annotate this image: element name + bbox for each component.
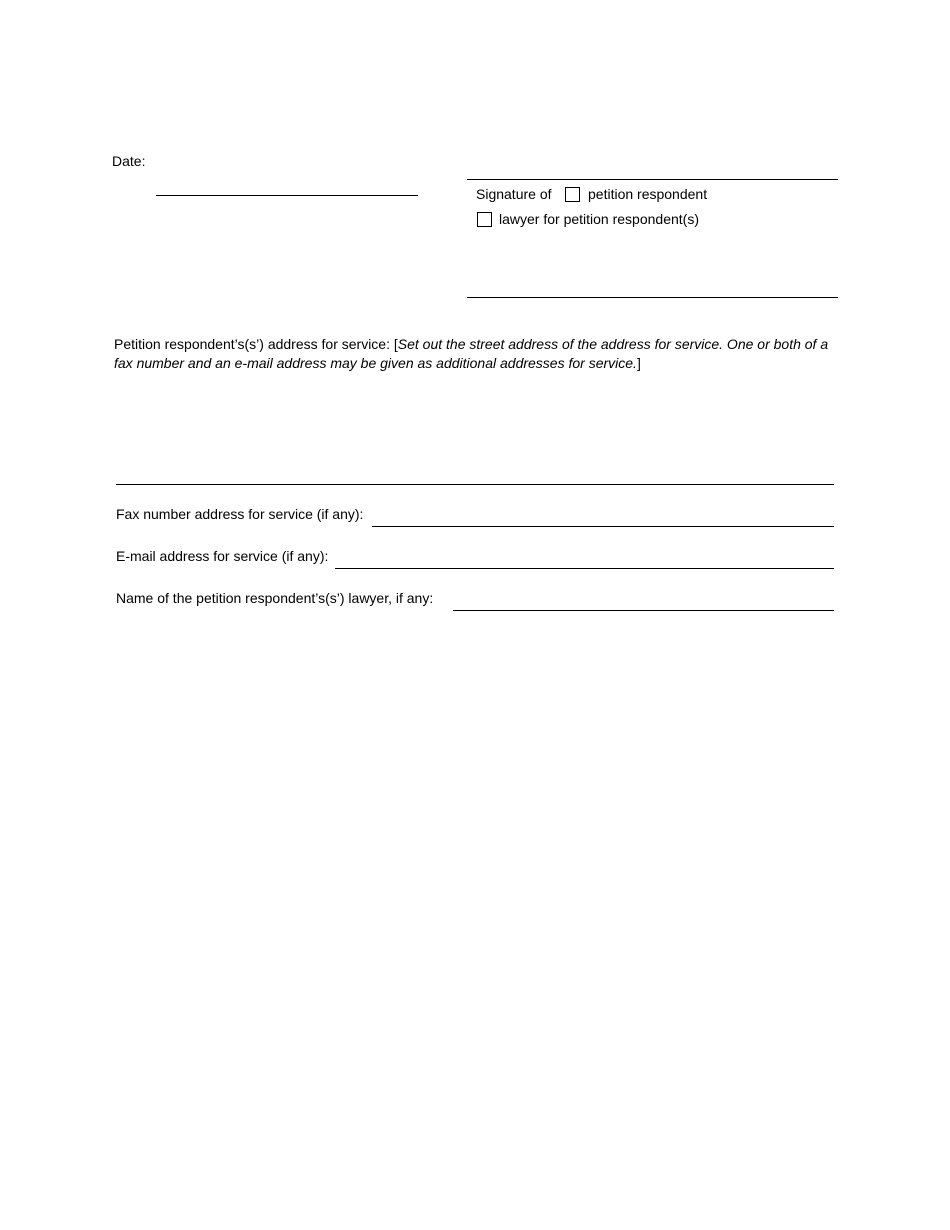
fax-underline (372, 526, 834, 527)
petition-respondent-label: petition respondent (588, 186, 708, 202)
lawyer-name-underline (453, 610, 834, 611)
signature-top-rule (467, 179, 838, 180)
instruction-open-bracket: [ (393, 336, 398, 352)
address-value[interactable] (118, 462, 828, 480)
lawyer-name-input[interactable] (457, 589, 830, 607)
fax-label: Fax number address for service (if any): (116, 506, 364, 522)
fax-input[interactable] (376, 505, 830, 523)
lawyer-name-label: Name of the petition respondent’s(s’) lawyer, if any: (116, 590, 434, 606)
address-underline (116, 484, 834, 485)
address-instruction: Set out the street address of the address for service. One or both of a fax number and an e-mail address may be given as additional addresses for service. (114, 336, 829, 371)
email-input[interactable] (339, 547, 830, 565)
signature-of-label: Signature of (476, 186, 552, 202)
address-for-service-label: Petition respondent’s(s’) address for service: (114, 336, 390, 352)
date-underline (156, 195, 418, 196)
date-value[interactable] (160, 176, 415, 194)
address-for-service-paragraph (114, 335, 832, 373)
date-label: Date: (112, 153, 146, 169)
lawyer-label: lawyer for petition respondent(s) (499, 211, 699, 227)
lawyer-checkbox[interactable] (477, 212, 492, 227)
email-label: E-mail address for service (if any): (116, 548, 329, 564)
petition-respondent-checkbox[interactable] (565, 187, 580, 202)
instruction-close-bracket: ] (636, 355, 641, 371)
signature-line[interactable] (467, 297, 838, 298)
email-underline (335, 568, 834, 569)
